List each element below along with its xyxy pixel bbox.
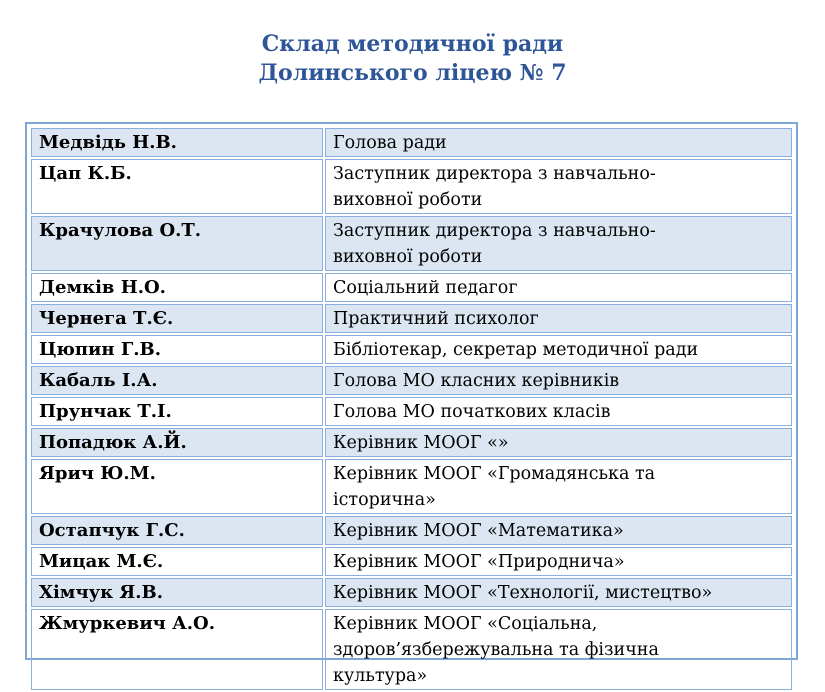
member-name: Цюпин Г.В. [31, 335, 323, 364]
member-role [325, 159, 792, 214]
role-line: Голова МО початкових класів [333, 402, 611, 422]
role-line: Голова МО класних керівників [333, 371, 620, 391]
member-role [325, 335, 792, 364]
role-line: Керівник МООГ «» [333, 433, 509, 453]
member-role [325, 397, 792, 426]
role-line: культура» [333, 666, 428, 686]
table-row [31, 366, 792, 395]
table-row [31, 216, 792, 271]
member-role [325, 516, 792, 545]
role-line: Керівник МООГ «Соціальна, [333, 614, 598, 634]
member-name: Попадюк А.Й. [31, 428, 323, 457]
member-name: Остапчук Г.С. [31, 516, 323, 545]
role-line: історична» [333, 490, 436, 510]
member-name: Крачулова О.Т. [31, 216, 323, 271]
member-name: Мицак М.Є. [31, 547, 323, 576]
member-role [325, 459, 792, 514]
table-row [31, 273, 792, 302]
role-line: Бібліотекар, секретар методичної ради [333, 340, 699, 360]
table-row [31, 516, 792, 545]
role-line: виховної роботи [333, 247, 483, 267]
table-row [31, 428, 792, 457]
role-line: Заступник директора з навчально- [333, 221, 656, 241]
role-line: Соціальний педагог [333, 278, 518, 298]
member-role [325, 428, 792, 457]
member-name: Медвідь Н.В. [31, 128, 323, 157]
member-name: Прунчак Т.І. [31, 397, 323, 426]
title-line-2: Долинського ліцею № 7 [258, 60, 567, 86]
role-line: Керівник МООГ «Громадянська та [333, 464, 656, 484]
member-name: Чернега Т.Є. [31, 304, 323, 333]
role-line: Керівник МООГ «Математика» [333, 521, 624, 541]
role-line: здоров’язбережувальна та фізична [333, 640, 659, 660]
council-table-frame [25, 122, 798, 686]
member-role [325, 128, 792, 157]
role-line: виховної роботи [333, 190, 483, 210]
table-row [31, 609, 792, 690]
role-line: Голова ради [333, 133, 447, 153]
role-line: Практичний психолог [333, 309, 539, 329]
member-role [325, 547, 792, 576]
table-row [31, 547, 792, 576]
member-role [325, 216, 792, 271]
member-name: Жмуркевич А.О. [31, 609, 323, 690]
member-name: Демків Н.О. [31, 273, 323, 302]
member-role [325, 304, 792, 333]
member-name: Кабаль І.А. [31, 366, 323, 395]
table-row [31, 159, 792, 214]
role-line: Керівник МООГ «Природнича» [333, 552, 625, 572]
title-line-1: Склад методичної ради [261, 31, 564, 57]
member-role [325, 273, 792, 302]
table-row [31, 128, 792, 157]
member-name: Хімчук Я.В. [31, 578, 323, 607]
member-name: Цап К.Б. [31, 159, 323, 214]
table-row [31, 304, 792, 333]
member-role [325, 366, 792, 395]
role-line: Заступник директора з навчально- [333, 164, 656, 184]
page-title [0, 30, 825, 88]
table-row [31, 397, 792, 426]
table-row [31, 578, 792, 607]
member-role [325, 578, 792, 607]
table-row [31, 459, 792, 514]
member-name: Ярич Ю.М. [31, 459, 323, 514]
table-row [31, 335, 792, 364]
council-table-body [31, 128, 792, 690]
council-table [29, 126, 794, 692]
role-line: Керівник МООГ «Технології, мистецтво» [333, 583, 713, 603]
member-role [325, 609, 792, 690]
